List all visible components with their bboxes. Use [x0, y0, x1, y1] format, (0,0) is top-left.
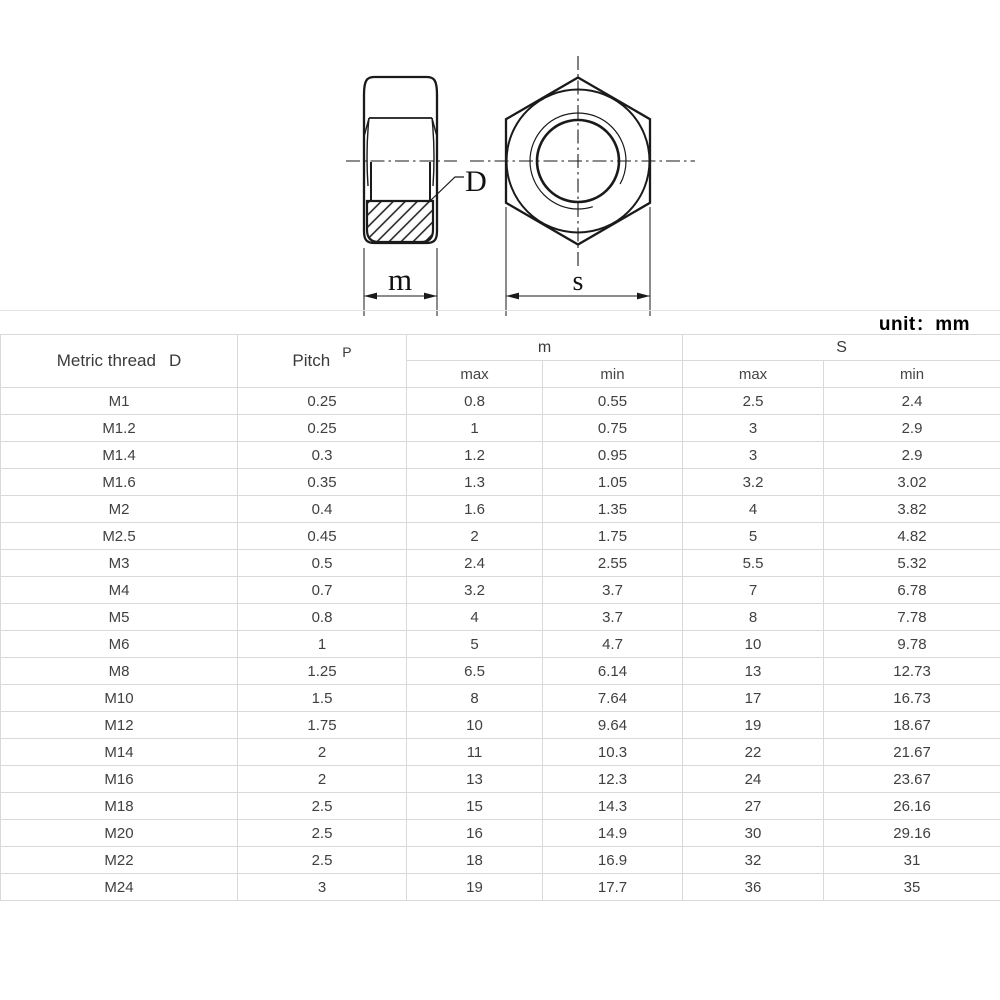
- table-cell: 3: [683, 415, 824, 442]
- table-row: [1, 577, 1000, 604]
- table-cell: 1.3: [407, 469, 543, 496]
- table-cell: 10: [407, 712, 543, 739]
- header-metric-thread: [1, 335, 238, 388]
- table-cell: 16.9: [543, 847, 683, 874]
- table-cell: 2.5: [238, 793, 407, 820]
- table-cell: M1.6: [1, 469, 238, 496]
- table-cell: 30: [683, 820, 824, 847]
- d-leader-line: [429, 177, 464, 202]
- table-cell: 0.5: [238, 550, 407, 577]
- table-row: [1, 739, 1000, 766]
- table-cell: M20: [1, 820, 238, 847]
- table-cell: 6.5: [407, 658, 543, 685]
- table-cell: 9.78: [824, 631, 1000, 658]
- table-row: [1, 793, 1000, 820]
- table-cell: 26.16: [824, 793, 1000, 820]
- table-row: [1, 685, 1000, 712]
- table-cell: 17: [683, 685, 824, 712]
- table-cell: 13: [407, 766, 543, 793]
- s-dimension-label: s: [572, 266, 584, 297]
- unit-label: unit：mm: [878, 314, 970, 335]
- table-row: [1, 604, 1000, 631]
- table-cell: 35: [824, 874, 1000, 901]
- table-cell: 4.82: [824, 523, 1000, 550]
- table-cell: 1.6: [407, 496, 543, 523]
- table-cell: 4: [407, 604, 543, 631]
- header-m-min: min: [543, 361, 683, 388]
- table-cell: 24: [683, 766, 824, 793]
- table-cell: 32: [683, 847, 824, 874]
- table-cell: 8: [683, 604, 824, 631]
- table-cell: 12.3: [543, 766, 683, 793]
- table-cell: 36: [683, 874, 824, 901]
- table-cell: 10.3: [543, 739, 683, 766]
- header-pitch: [238, 335, 407, 388]
- header-pitch-text: Pitch: [292, 351, 331, 370]
- table-cell: M2: [1, 496, 238, 523]
- table-cell: 3.82: [824, 496, 1000, 523]
- table-cell: M1.4: [1, 442, 238, 469]
- table-cell: 2.55: [543, 550, 683, 577]
- table-row: [1, 442, 1000, 469]
- table-cell: 0.35: [238, 469, 407, 496]
- table-cell: M12: [1, 712, 238, 739]
- header-m-max: max: [407, 361, 543, 388]
- table-cell: 5: [407, 631, 543, 658]
- table-cell: 27: [683, 793, 824, 820]
- table-cell: 3.02: [824, 469, 1000, 496]
- table-row: [1, 550, 1000, 577]
- table-row: [1, 820, 1000, 847]
- table-cell: 8: [407, 685, 543, 712]
- table-cell: 0.3: [238, 442, 407, 469]
- table-cell: 0.8: [238, 604, 407, 631]
- table-row: [1, 766, 1000, 793]
- table-cell: M22: [1, 847, 238, 874]
- table-row: [1, 874, 1000, 901]
- table-cell: M14: [1, 739, 238, 766]
- table-cell: 18: [407, 847, 543, 874]
- table-cell: 7.64: [543, 685, 683, 712]
- table-cell: M24: [1, 874, 238, 901]
- table-cell: 0.95: [543, 442, 683, 469]
- m-arrow-right: [424, 293, 437, 300]
- chamfer-side-right: [432, 118, 434, 186]
- table-row: [1, 658, 1000, 685]
- table-cell: 6.14: [543, 658, 683, 685]
- table-cell: 3.7: [543, 577, 683, 604]
- table-cell: M5: [1, 604, 238, 631]
- table-cell: 0.75: [543, 415, 683, 442]
- chamfer-side-left: [367, 118, 369, 186]
- table-cell: M1.2: [1, 415, 238, 442]
- table-cell: 3.7: [543, 604, 683, 631]
- table-row: [1, 388, 1000, 415]
- table-cell: 0.7: [238, 577, 407, 604]
- table-row: [1, 712, 1000, 739]
- table-cell: M6: [1, 631, 238, 658]
- table-cell: 4.7: [543, 631, 683, 658]
- table-cell: 7: [683, 577, 824, 604]
- table-cell: 10: [683, 631, 824, 658]
- table-cell: 3.2: [407, 577, 543, 604]
- table-cell: 22: [683, 739, 824, 766]
- table-cell: M8: [1, 658, 238, 685]
- table-cell: 7.78: [824, 604, 1000, 631]
- header-s-group: S: [683, 335, 1000, 361]
- table-cell: 29.16: [824, 820, 1000, 847]
- table-cell: 15: [407, 793, 543, 820]
- s-arrow-right: [637, 293, 650, 300]
- table-cell: 1.5: [238, 685, 407, 712]
- table-cell: 19: [407, 874, 543, 901]
- table-cell: 13: [683, 658, 824, 685]
- table-cell: 6.78: [824, 577, 1000, 604]
- table-cell: 2.4: [407, 550, 543, 577]
- table-cell: 0.25: [238, 415, 407, 442]
- hex-nut-drawing: [0, 0, 1000, 320]
- header-s-min: min: [824, 361, 1000, 388]
- table-row: [1, 496, 1000, 523]
- table-cell: 3.2: [683, 469, 824, 496]
- table-cell: 2: [238, 766, 407, 793]
- table-row: [1, 523, 1000, 550]
- header-metric-thread-symbol: D: [168, 351, 182, 370]
- table-cell: 2.9: [824, 415, 1000, 442]
- header-s-max: max: [683, 361, 824, 388]
- table-cell: 3: [238, 874, 407, 901]
- table-cell: 2: [407, 523, 543, 550]
- table-cell: M1: [1, 388, 238, 415]
- table-cell: 0.25: [238, 388, 407, 415]
- table-row: [1, 847, 1000, 874]
- table-cell: 0.4: [238, 496, 407, 523]
- spec-table-body: [1, 388, 1000, 901]
- table-cell: 1: [407, 415, 543, 442]
- table-cell: 5.32: [824, 550, 1000, 577]
- table-cell: 2.5: [238, 820, 407, 847]
- header-metric-thread-text: Metric thread: [56, 351, 156, 370]
- table-cell: M10: [1, 685, 238, 712]
- table-cell: 12.73: [824, 658, 1000, 685]
- bore-diameter-label: D: [465, 165, 487, 198]
- table-cell: 1.25: [238, 658, 407, 685]
- table-row: [1, 469, 1000, 496]
- header-m-group: m: [407, 335, 683, 361]
- table-cell: 5: [683, 523, 824, 550]
- table-cell: 1.05: [543, 469, 683, 496]
- table-cell: 14.3: [543, 793, 683, 820]
- table-cell: 1.75: [543, 523, 683, 550]
- table-cell: 14.9: [543, 820, 683, 847]
- table-cell: M18: [1, 793, 238, 820]
- m-arrow-left: [364, 293, 377, 300]
- table-cell: 23.67: [824, 766, 1000, 793]
- table-cell: 2.4: [824, 388, 1000, 415]
- table-cell: 2.5: [238, 847, 407, 874]
- table-cell: 9.64: [543, 712, 683, 739]
- table-cell: 5.5: [683, 550, 824, 577]
- table-cell: 3: [683, 442, 824, 469]
- s-arrow-left: [506, 293, 519, 300]
- unit-band: [0, 310, 1000, 334]
- table-cell: 1: [238, 631, 407, 658]
- table-cell: 18.67: [824, 712, 1000, 739]
- table-cell: 4: [683, 496, 824, 523]
- table-cell: M3: [1, 550, 238, 577]
- table-cell: 1.2: [407, 442, 543, 469]
- table-cell: 16: [407, 820, 543, 847]
- table-row: [1, 415, 1000, 442]
- table-cell: M2.5: [1, 523, 238, 550]
- table-cell: 17.7: [543, 874, 683, 901]
- table-cell: 0.8: [407, 388, 543, 415]
- table-cell: 19: [683, 712, 824, 739]
- table-cell: 11: [407, 739, 543, 766]
- section-hatch: [367, 201, 433, 242]
- table-cell: 2.5: [683, 388, 824, 415]
- table-cell: 16.73: [824, 685, 1000, 712]
- table-cell: M16: [1, 766, 238, 793]
- table-cell: 0.45: [238, 523, 407, 550]
- spec-table: [0, 334, 1000, 901]
- table-cell: 31: [824, 847, 1000, 874]
- table-cell: 1.35: [543, 496, 683, 523]
- table-cell: M4: [1, 577, 238, 604]
- table-cell: 2.9: [824, 442, 1000, 469]
- table-cell: 2: [238, 739, 407, 766]
- table-cell: 0.55: [543, 388, 683, 415]
- table-cell: 1.75: [238, 712, 407, 739]
- table-row: [1, 631, 1000, 658]
- header-pitch-symbol: P: [342, 344, 352, 360]
- table-cell: 21.67: [824, 739, 1000, 766]
- m-dimension-label: m: [387, 262, 413, 297]
